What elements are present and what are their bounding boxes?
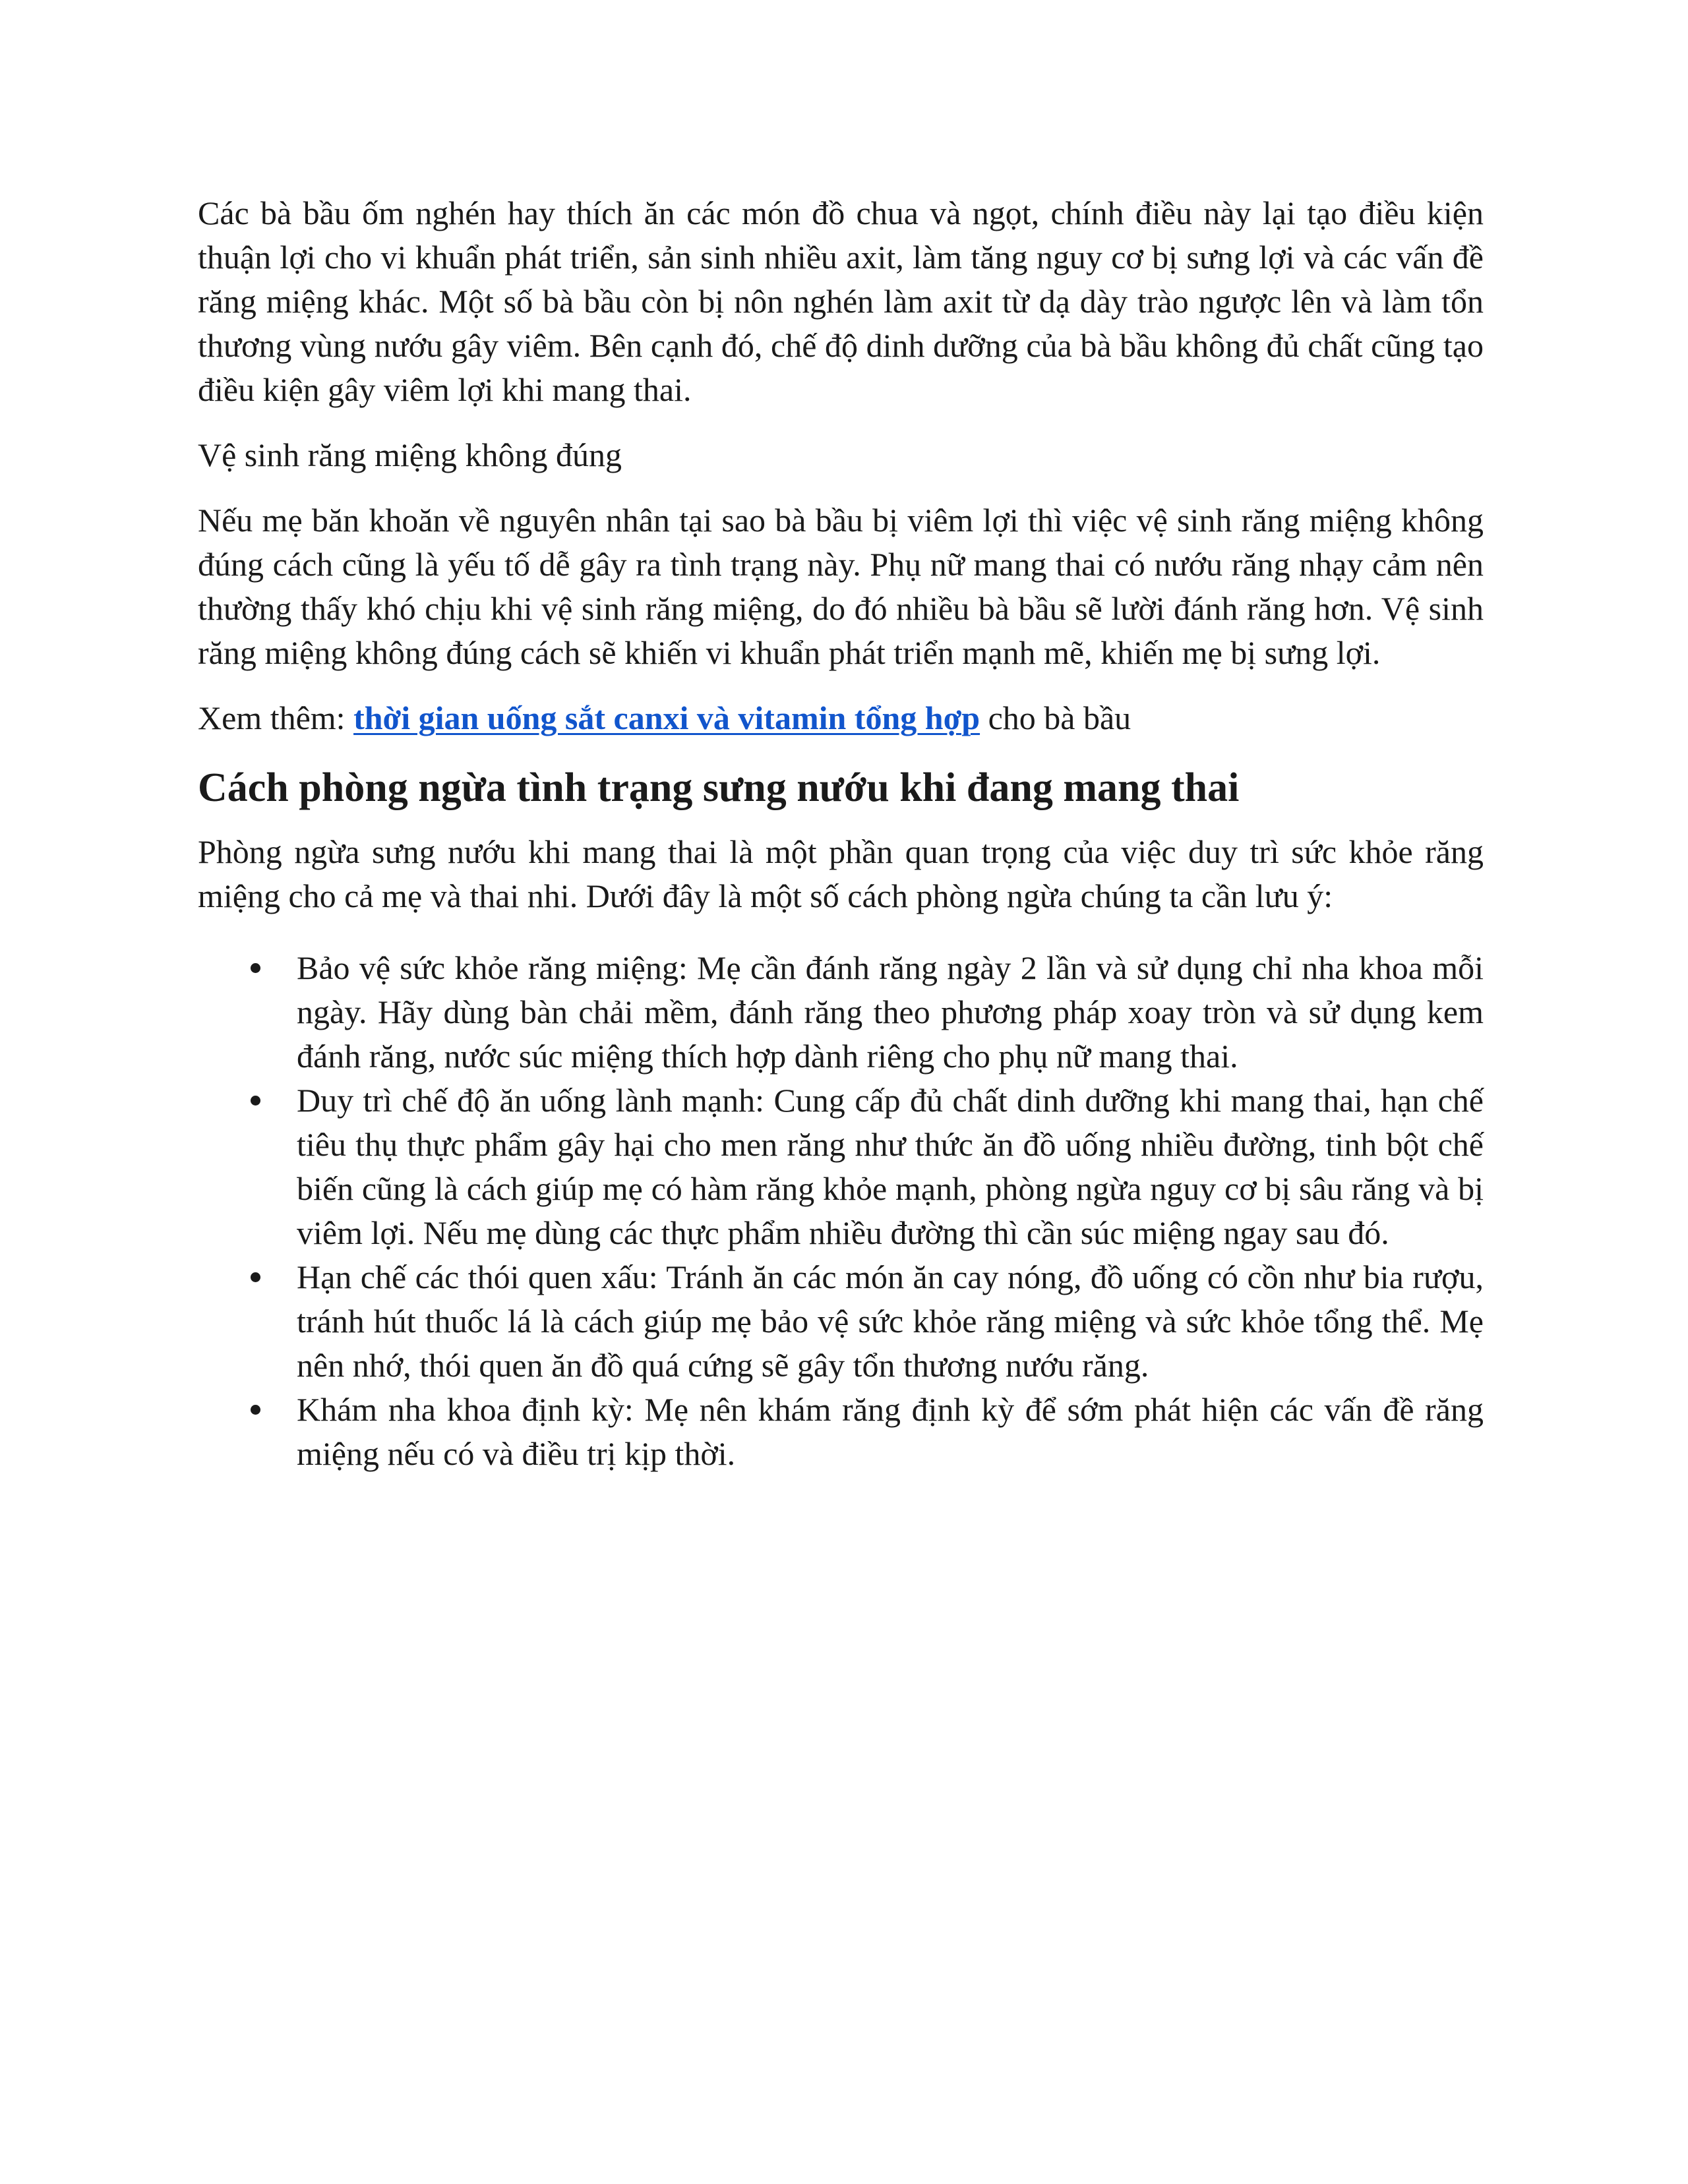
document-page — [198, 191, 1484, 1476]
list-item-text: Khám nha khoa định kỳ: Mẹ nên khám răng định kỳ để sớm phát hiện các vấn đề răng miệng nếu có và điều trị kịp thời. — [297, 1391, 1484, 1472]
bullet-icon — [251, 1405, 260, 1415]
bullet-icon — [251, 1096, 260, 1106]
see-also-suffix: cho bà bầu — [980, 699, 1131, 736]
list-item — [198, 1255, 1484, 1388]
bullet-icon — [251, 1272, 260, 1282]
bullet-icon — [251, 963, 260, 973]
see-also-link[interactable]: thời gian uống sắt canxi và vitamin tổng hợp — [353, 699, 980, 736]
see-also-prefix: Xem thêm: — [198, 699, 354, 736]
prevention-list — [198, 946, 1484, 1476]
list-item — [198, 1078, 1484, 1255]
list-item-text: Duy trì chế độ ăn uống lành mạnh: Cung cấp đủ chất dinh dưỡng khi mang thai, hạn chế tiêu thụ thực phẩm gây hại cho men răng như thức ăn đồ uống nhiều đường, tinh bột chế biến cũng là cách giúp mẹ có hàm răng khỏe mạnh, phòng ngừa nguy cơ bị sâu răng và bị viêm lợi. Nếu mẹ dùng các thực phẩm nhiều đường thì cần súc miệng ngay sau đó. — [297, 1082, 1484, 1251]
paragraph-prevention-intro: Phòng ngừa sưng nướu khi mang thai là một phần quan trọng của việc duy trì sức khỏe răng miệng cho cả mẹ và thai nhi. Dưới đây là một số cách phòng ngừa chúng ta cần lưu ý: — [198, 833, 1484, 914]
list-item — [198, 946, 1484, 1078]
list-item-text: Bảo vệ sức khỏe răng miệng: Mẹ cần đánh răng ngày 2 lần và sử dụng chỉ nha khoa mỗi ngày. Hãy dùng bàn chải mềm, đánh răng theo phương pháp xoay tròn và sử dụng kem đánh răng, nước súc miệng thích hợp dành riêng cho phụ nữ mang thai. — [297, 949, 1484, 1075]
list-item — [198, 1388, 1484, 1476]
paragraph-improper-hygiene: Nếu mẹ băn khoăn về nguyên nhân tại sao bà bầu bị viêm lợi thì việc vệ sinh răng miệng không đúng cách cũng là yếu tố dễ gây ra tình trạng này. Phụ nữ mang thai có nướu răng nhạy cảm nên thường thấy khó chịu khi vệ sinh răng miệng, do đó nhiều bà bầu sẽ lười đánh răng hơn. Vệ sinh răng miệng không đúng cách sẽ khiến vi khuẩn phát triển mạnh mẽ, khiến mẹ bị sưng lợi. — [198, 502, 1484, 671]
subheading-improper-hygiene: Vệ sinh răng miệng không đúng — [198, 436, 622, 473]
section-heading-prevention: Cách phòng ngừa tình trạng sưng nướu khi đang mang thai — [198, 765, 1240, 810]
paragraph-causes-morning-sickness: Các bà bầu ốm nghén hay thích ăn các món đồ chua và ngọt, chính điều này lại tạo điều kiện thuận lợi cho vi khuẩn phát triển, sản sinh nhiều axit, làm tăng nguy cơ bị sưng lợi và các vấn đề răng miệng khác. Một số bà bầu còn bị nôn nghén làm axit từ dạ dày trào ngược lên và làm tổn thương vùng nướu gây viêm. Bên cạnh đó, chế độ dinh dưỡng của bà bầu không đủ chất cũng tạo điều kiện gây viêm lợi khi mang thai. — [198, 194, 1484, 408]
see-also-line — [198, 696, 1484, 740]
list-item-text: Hạn chế các thói quen xấu: Tránh ăn các món ăn cay nóng, đồ uống có cồn như bia rượu, tránh hút thuốc lá là cách giúp mẹ bảo vệ sức khỏe răng miệng và sức khỏe tổng thể. Mẹ nên nhớ, thói quen ăn đồ quá cứng sẽ gây tổn thương nướu răng. — [297, 1258, 1484, 1384]
